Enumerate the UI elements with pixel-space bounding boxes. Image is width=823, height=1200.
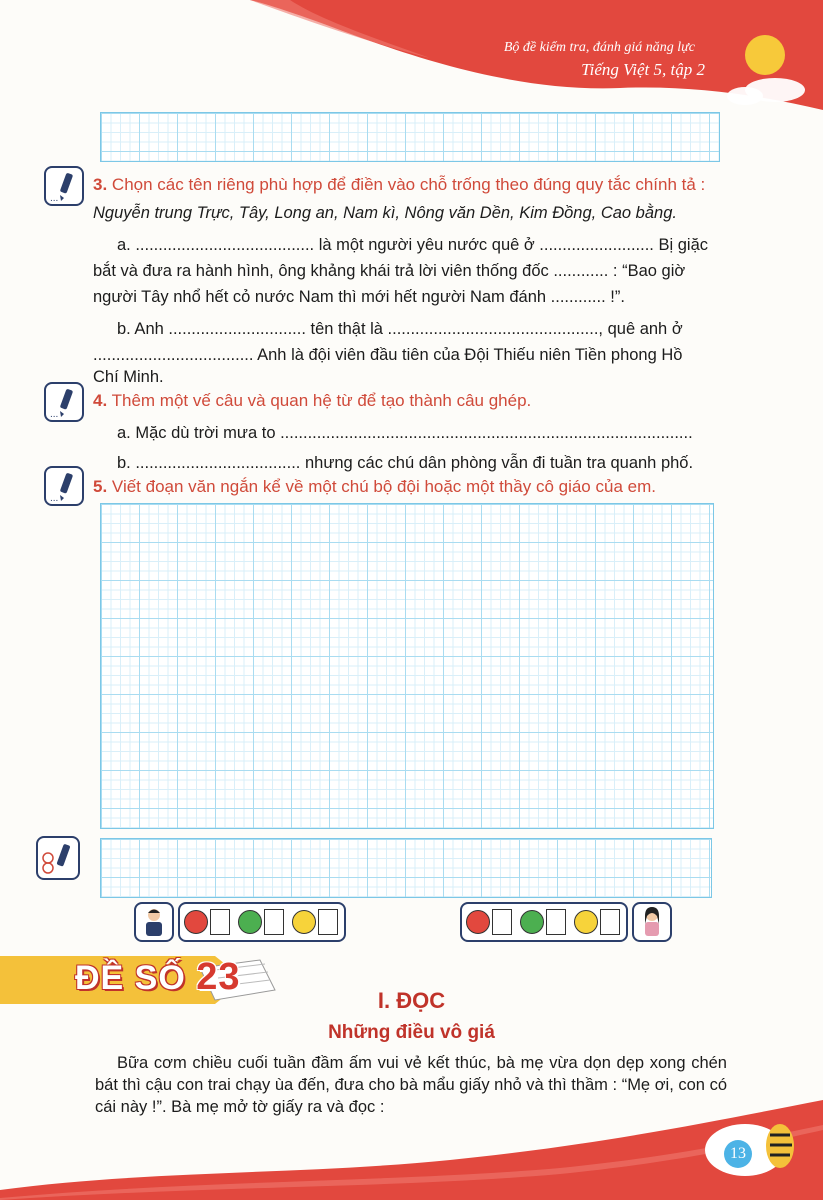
writing-grid-answer[interactable] xyxy=(100,503,714,829)
question-4-b-line: b. .................................... nhưng các chú dân phòng vẫn đi tuần tra quanh phố. xyxy=(117,454,694,472)
neutral-face-icon xyxy=(520,910,544,934)
worried-face-icon xyxy=(574,910,598,934)
header-book: Tiếng Việt 5, tập 2 xyxy=(581,60,705,79)
story-paragraph: Bữa cơm chiều cuối tuần đầm ấm vui vẻ kết thúc, bà mẹ vừa dọn dẹp xong chén bát thì cậu con trai chạy ùa đến, đưa cho bà mẩu giấy nhỏ và thì thầm : “Mẹ ơi, con có cái này !”. Bà mẹ mở tờ giấy ra và đọc : xyxy=(95,1054,727,1116)
question-5-number: 5. xyxy=(93,477,108,496)
writing-grid-top xyxy=(100,112,720,162)
svg-text:...: ... xyxy=(50,493,59,504)
question-3-number: 3. xyxy=(93,175,108,194)
neutral-face-icon xyxy=(238,910,262,934)
question-4-number: 4. xyxy=(93,391,108,410)
pencil-icon xyxy=(44,382,84,422)
teacher-comment-grid[interactable] xyxy=(100,838,712,898)
exam-label: ĐỀ SỐ 23 xyxy=(75,956,241,998)
question-3-a-line-3: người Tây nhổ hết cỏ nước Nam thì mới hết người Nam đánh ............ !”. xyxy=(93,288,625,306)
student-avatar xyxy=(134,902,174,942)
bottom-ribbon xyxy=(0,1080,823,1200)
teacher-avatar xyxy=(632,902,672,942)
svg-text:...: ... xyxy=(50,409,59,420)
question-3-a-line-2: bắt và đưa ra hành hình, ông khảng khái trả lời viên thống đốc ............ : “Bao giờ xyxy=(93,262,686,280)
checkbox-worried[interactable] xyxy=(600,909,620,935)
question-3-names: Nguyễn trung Trực, Tây, Long an, Nam kì, Nông văn Dền, Kim Đồng, Cao bằng. xyxy=(93,204,677,222)
question-5-prompt: 5. Viết đoạn văn ngắn kể về một chú bộ đội hoặc một thầy cô giáo của em. xyxy=(93,477,656,496)
pencil-icon xyxy=(44,466,84,506)
question-3-b-line-1: b. Anh .............................. tên thật là .............................................., quê anh ở xyxy=(117,320,683,338)
sun-icon xyxy=(745,35,785,75)
teacher-comment-icon xyxy=(36,836,80,880)
svg-text:...: ... xyxy=(50,193,59,204)
worried-face-icon xyxy=(292,910,316,934)
checkbox-angry[interactable] xyxy=(492,909,512,935)
question-3-b-line-3: Chí Minh. xyxy=(93,368,164,386)
question-4-a-line: a. Mặc dù trời mưa to .......................................................................................... xyxy=(117,424,693,442)
section-title: I. ĐỌC xyxy=(377,988,446,1013)
pencil-icon xyxy=(44,166,84,206)
page-number: 13 xyxy=(724,1140,752,1168)
checkbox-angry[interactable] xyxy=(210,909,230,935)
checkbox-worried[interactable] xyxy=(318,909,338,935)
checkbox-neutral[interactable] xyxy=(546,909,566,935)
question-4-prompt: 4. Thêm một vế câu và quan hệ từ để tạo thành câu ghép. xyxy=(93,391,532,410)
question-3-b-line-2: ................................... Anh là đội viên đầu tiên của Đội Thiếu niên Tiền phong Hồ xyxy=(93,346,683,364)
question-3-a-line-1: a. ....................................... là một người yêu nước quê ở ......................... Bị giặc xyxy=(117,236,708,254)
angry-face-icon xyxy=(466,910,490,934)
header-series: Bộ đề kiểm tra, đánh giá năng lực xyxy=(503,40,695,55)
question-3-prompt: 3. Chọn các tên riêng phù hợp để điền vào chỗ trống theo đúng quy tắc chính tả : xyxy=(93,175,706,194)
checkbox-neutral[interactable] xyxy=(264,909,284,935)
top-ribbon xyxy=(0,0,823,110)
angry-face-icon xyxy=(184,910,208,934)
story-title: Những điều vô giá xyxy=(328,1022,495,1043)
exam-number: 23 xyxy=(196,956,241,998)
